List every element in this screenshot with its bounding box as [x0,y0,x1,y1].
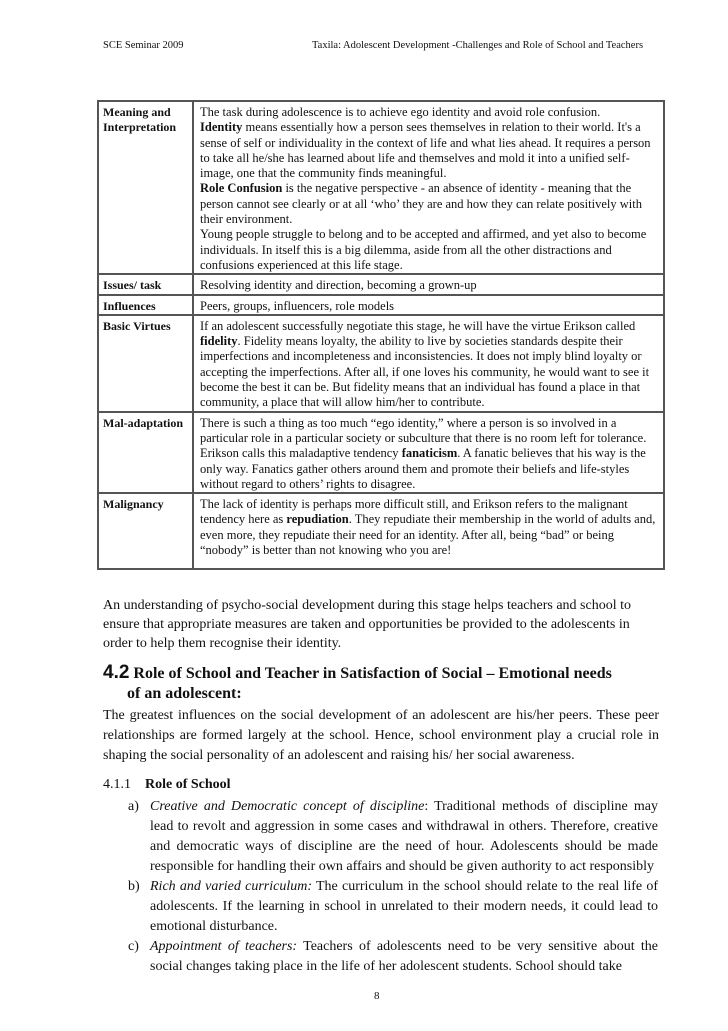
mal-text-c: . A fanatic believes that his way is the only way. Fanatics gather others around them and promote their beliefs and life-styles without regard to others’ rights to disagree. [200,446,646,491]
malig-text-c: . They repudiate their membership in the world of adults and, even more, they repudiate their need for an identity. After all, being “bad” or being “nobody” is better than not knowing who you are! [200,512,656,558]
list-item [128,877,658,937]
list-item-body [150,937,658,977]
running-header-left: SCE Seminar 2009 [103,40,184,51]
list-marker: c) [128,939,139,954]
row-label-meaning: Meaning and Interpretation [98,101,193,274]
table-row [98,295,664,315]
term-fanaticism: fanaticism [401,446,458,461]
list-item-title: Creative and Democratic concept of discipline [150,799,425,814]
row-label-influences: Influences [98,295,193,315]
meaning-text-2: means essentially how a person sees themselves in relation to their world. It's a sense of self or individuality in the context of life and what lies ahead. It requires a person to take all he/she has learned about life and themselves and mold it into a unified self-image, one that the community finds meaningful. [200,120,651,181]
paragraph-understanding: An understanding of psycho-social development during this stage helps teachers and school to ensure that appropriate measures are taken and opportunities be provided to the adolescents in order to help them recognise their identity. [103,598,631,651]
section-heading-text: Role of School and Teacher in Satisfaction of Social – Emotional needs [129,665,612,682]
term-identity: Identity [200,120,243,135]
row-label-maladaptation: Mal-adaptation [98,412,193,493]
meaning-para-2 [200,120,659,181]
row-label-issues: Issues/ task [98,274,193,294]
row-label-malignancy: Malignancy [98,493,193,569]
identity-table [97,100,665,570]
list-item-text: : Traditional methods of discipline may lead to revolt and aggression in some cases and withdrawal in others. Therefore, creative and democratic ways of discipline are the need of hour. Adolescents should be made responsible for handling their own affairs and should be given authority to act responsibly [150,799,658,874]
table-row [98,274,664,294]
section-heading [103,663,663,704]
virtues-text-c: . Fidelity means loyalty, the ability to live by societies standards despite their imperfections and incompleteness and inconsistencies. It does not imply blind loyalty or accepting the imperfections. After all, if one loves his community, he would want to see it become the best it can be. But fidelity means that an individual has found a place in that community, a place that will allow him/her to contribute. [200,334,650,410]
running-header-right: Taxila: Adolescent Development -Challenges and Role of School and Teachers [312,40,644,51]
row-value-malignancy [193,493,664,569]
list-item-text: The curriculum in the school should relate to the real life of adolescents. If the learning in school in unrelated to their modern needs, it could lead to emotional disturbance. [150,879,658,934]
role-list [128,797,658,977]
list-item-body [150,797,658,877]
meaning-para-1 [200,105,659,120]
meaning-text-4: Young people struggle to belong and to be accepted and affirmed, and yet also to become individuals. In itself this is a big dilemma, aside from all the other distractions and confusions experienced at this life stage. [200,227,647,272]
meaning-text-1: The task during adolescence is to achieve ego identity and avoid role confusion. [200,105,601,119]
subsection-number: 4.1.1 [103,777,131,792]
term-role-confusion: Role Confusion [200,181,283,196]
list-item-body [150,877,658,937]
meaning-para-4 [200,227,659,273]
list-item-text: Teachers of adolescents need to be very sensitive about the social changes taking place in the life of her adolescent students. School should take [150,939,658,974]
mal-text-a: There is such a thing as too much “ego identity,” where a person is so involved in a particular role in a particular society or subculture that there is no room left for tolerance. Erikson calls this maladaptive tendency [200,415,647,461]
meaning-para-3 [200,181,659,227]
section-heading-number: 4.2 [103,662,130,683]
table-row [98,412,664,493]
row-value-issues: Resolving identity and direction, becoming a grown-up [193,274,664,294]
page-number: 8 [374,990,380,1002]
paragraph-influences: The greatest influences on the social development of an adolescent are his/her peers. These peer relationships are formed largely at the school. Hence, school environment play a crucial role in shaping the social personality of an adolescent and raising his/ her social awareness. [103,708,659,763]
section-heading-continuation: of an adolescent: [127,685,242,702]
virtues-text-a: If an adolescent successfully negotiate this stage, he will have the virtue Erikson called [200,318,636,333]
subsection-heading [103,777,231,793]
table-row [98,315,664,412]
term-repudiation: repudiation [286,512,349,527]
list-marker: a) [128,799,139,814]
meaning-text-3: is the negative perspective - an absence of identity - meaning that the person cannot see clearly or at all ‘who’ they are and how they can relate positively with their environment. [200,181,642,227]
malig-text-a: The lack of identity is perhaps more difficult still, and Erikson refers to the malignant tendency here as [200,497,628,527]
row-value-meaning [193,101,664,274]
table-row [98,493,664,569]
list-marker: b) [128,879,140,894]
row-label-virtues: Basic Virtues [98,315,193,412]
row-value-influences: Peers, groups, influencers, role models [193,295,664,315]
list-item [128,797,658,877]
list-item-title: Rich and varied curriculum: [150,879,312,894]
list-item-title: Appointment of teachers: [150,939,298,954]
table-row [98,101,664,274]
row-value-virtues [193,315,664,412]
row-value-maladaptation [193,412,664,493]
subsection-title: Role of School [145,777,231,792]
term-fidelity: fidelity [200,334,238,349]
list-item [128,937,658,977]
